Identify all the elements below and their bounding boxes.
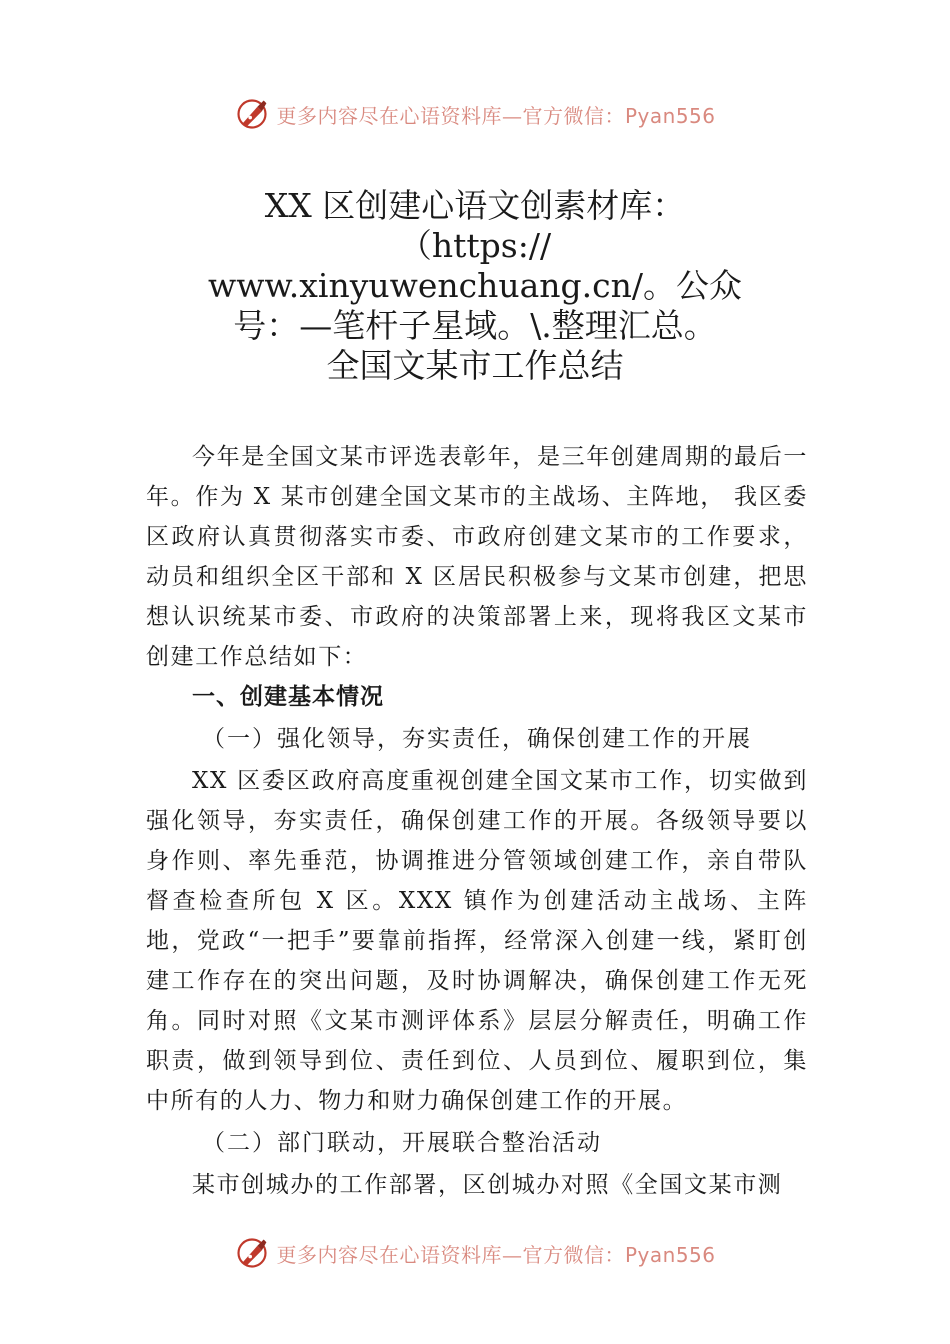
header-wechat-id: Pyan556	[624, 103, 716, 128]
footer-banner-text	[276, 1239, 715, 1268]
header-banner-label: 更多内容尽在心语资料库—官方微信：	[276, 103, 625, 128]
subsection-2-paragraph: 某市创城办的工作部署，区创城办对照《全国文某市测	[192, 1172, 783, 1198]
pen-nib-logo-icon	[234, 1235, 270, 1271]
title-line-5: 全国文某市工作总结	[326, 346, 624, 385]
footer-wechat-id: Pyan556	[624, 1242, 716, 1267]
footer-banner-label: 更多内容尽在心语资料库—官方微信：	[276, 1242, 625, 1267]
subsection-2-heading: （二）部门联动，开展联合整治活动	[202, 1130, 602, 1156]
header-banner	[0, 94, 950, 134]
section-1-heading: 一、创建基本情况	[192, 684, 384, 710]
subsection-1-paragraph: XX 区委区政府高度重视创建全国文某市工作，切实做到强化领导，夯实责任，确保创建工作的开展。各级领导要以身作则、率先垂范，协调推进分管领域创建工作，亲自带队督查检查所包 X 区。XXX 镇作为创建活动主战场、主阵地，党政“一把手”要靠前指挥，经常深入创建一线，紧盯创建工作存在的突出问题，及时协调解决，确保创建工作无死角。同时对照《文某市测评体系》层层分解责任，明确工作职责，做到领导到位、责任到位、人员到位、履职到位，集中所有的人力、物力和财力确保创建工作的开展。	[146, 768, 808, 1114]
subsection-1-heading: （一）强化领导，夯实责任，确保创建工作的开展	[202, 726, 752, 752]
intro-paragraph: 今年是全国文某市评选表彰年，是三年创建周期的最后一年。作为 X 某市创建全国文某市的主战场、主阵地， 我区委区政府认真贯彻落实市委、市政府创建文某市的工作要求，动员和组织全区干部和 X 区居民积极参与文某市创建，把思想认识统某市委、市政府的决策部署上来，现将我区文某市创建工作总结如下：	[146, 444, 808, 670]
document-title	[150, 186, 800, 386]
title-line-3: www.xinyuwenchuang.cn/。公众	[207, 266, 743, 305]
header-banner-text	[276, 100, 715, 129]
title-line-2: （https://	[398, 226, 552, 265]
pen-nib-logo-icon	[234, 96, 270, 132]
title-line-1: XX 区创建心语文创素材库：	[264, 186, 686, 225]
document-body	[146, 437, 808, 1205]
title-line-4: 号：—笔杆子星域。\.整理汇总。	[233, 306, 717, 345]
footer-banner	[0, 1233, 950, 1273]
